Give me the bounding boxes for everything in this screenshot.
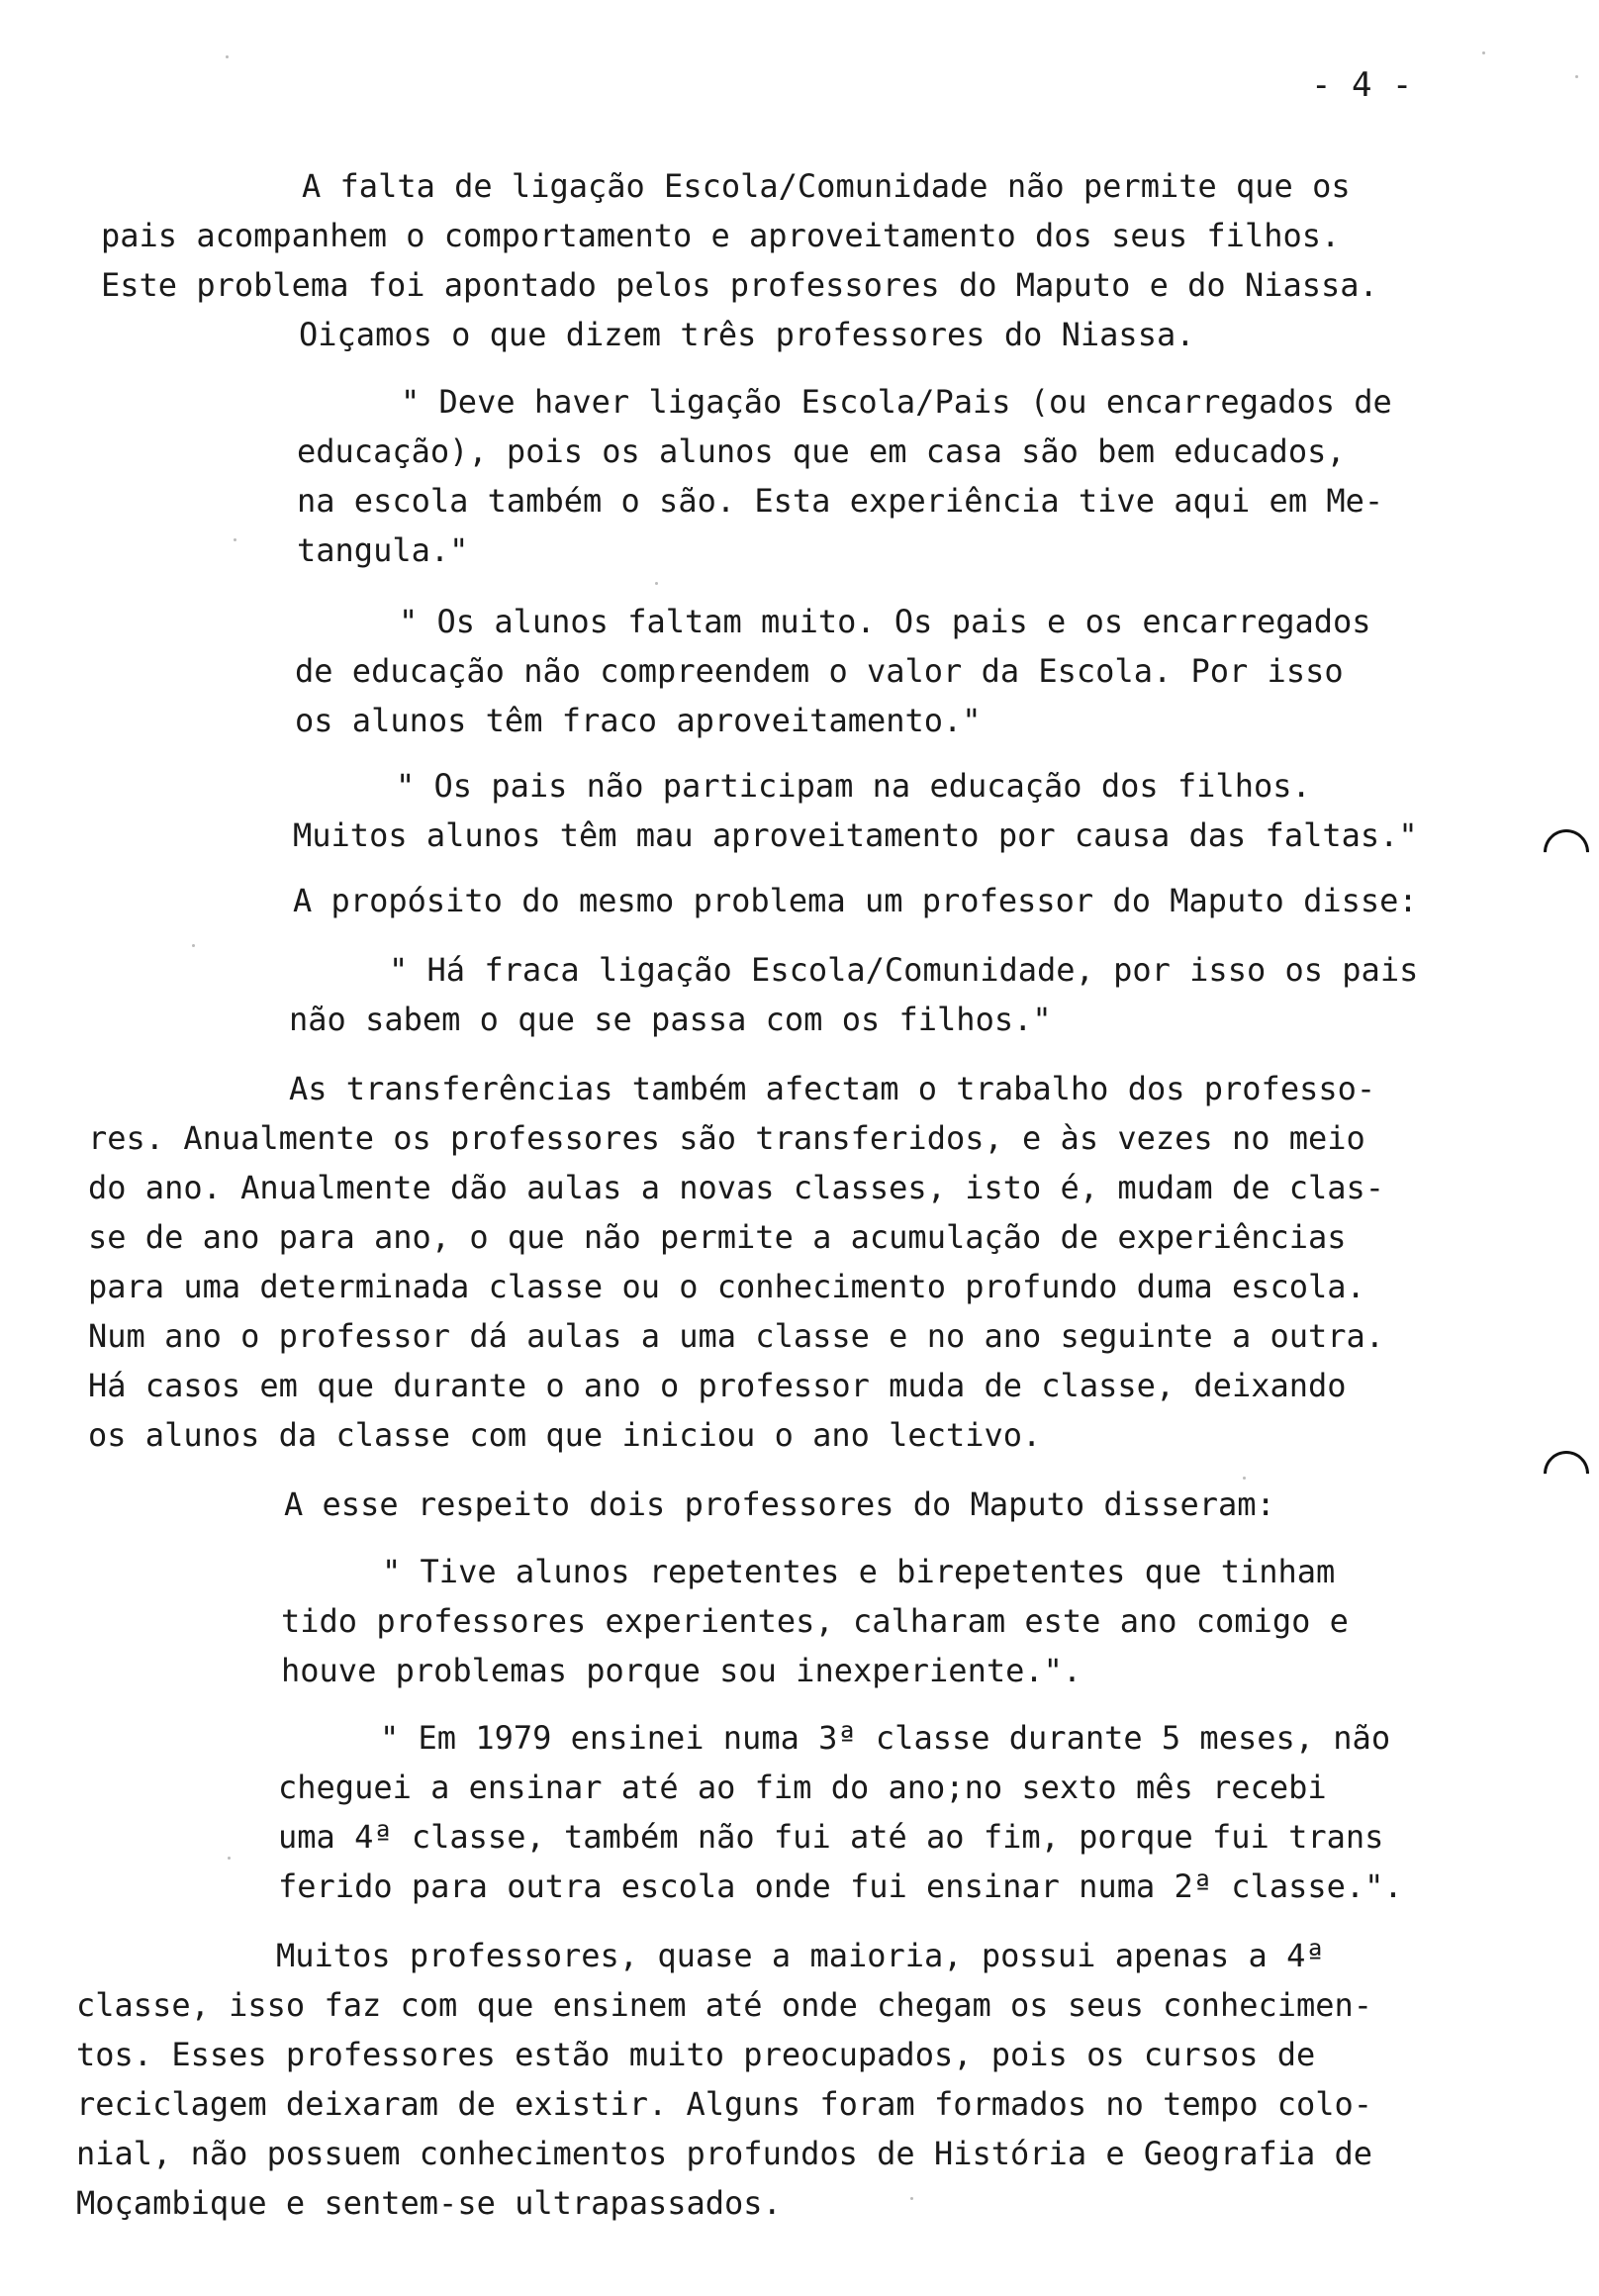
quote-line: tido professores experientes, calharam este ano comigo e [281,1602,1349,1640]
quote-line: não sabem o que se passa com os filhos." [289,1001,1052,1038]
text-line: A falta de ligação Escola/Comunidade não permite que os [302,167,1351,205]
text-line: pais acompanhem o comportamento e aproveitamento dos seus filhos. [101,217,1341,254]
quote-line: " Os alunos faltam muito. Os pais e os encarregados [399,603,1371,640]
punch-hole-mark [1534,1441,1598,1505]
quote-line: na escola também o são. Esta experiência tive aqui em Me- [297,482,1384,520]
scan-speck [234,538,236,541]
quote-line: " Em 1979 ensinei numa 3ª classe durante 5 meses, não [380,1719,1391,1757]
text-line: Muitos professores, quase a maioria, possui apenas a 4ª [276,1937,1325,1974]
text-line: Este problema foi apontado pelos professores do Maputo e do Niassa. [101,266,1378,304]
scan-speck [192,944,195,947]
quote-line: houve problemas porque sou inexperiente.". [281,1652,1082,1689]
scan-speck [226,55,229,58]
text-line: tos. Esses professores estão muito preocupados, pois os cursos de [76,2036,1316,2073]
text-line: os alunos da classe com que iniciou o ano lectivo. [88,1416,1042,1454]
text-line: A propósito do mesmo problema um professor do Maputo disse: [293,882,1418,919]
text-line: se de ano para ano, o que não permite a acumulação de experiências [88,1218,1347,1256]
text-line: do ano. Anualmente dão aulas a novas classes, isto é, mudam de clas- [88,1169,1385,1206]
scan-speck [1243,1477,1246,1480]
quote-line: " Há fraca ligação Escola/Comunidade, por isso os pais [389,951,1419,989]
quote-line: Muitos alunos têm mau aproveitamento por causa das faltas." [293,816,1418,854]
text-line: res. Anualmente os professores são transferidos, e às vezes no meio [88,1119,1365,1157]
quote-line: " Tive alunos repetentes e birepetentes que tinham [382,1553,1336,1590]
quote-line: cheguei a ensinar até ao fim do ano;no sexto mês recebi [278,1769,1327,1806]
text-line: Oiçamos o que dizem três professores do Niassa. [299,316,1195,353]
scan-speck [1575,75,1578,78]
text-line: reciclagem deixaram de existir. Alguns foram formados no tempo colo- [76,2085,1373,2123]
quote-line: ferido para outra escola onde fui ensinar numa 2ª classe.". [278,1867,1403,1905]
quote-line: uma 4ª classe, também não fui até ao fim, porque fui trans [278,1818,1384,1856]
text-line: para uma determinada classe ou o conhecimento profundo duma escola. [88,1268,1365,1305]
text-line: nial, não possuem conhecimentos profundos de História e Geografia de [76,2135,1373,2172]
text-line: As transferências também afectam o trabalho dos professo- [289,1070,1376,1107]
page-number: - 4 - [1311,65,1413,105]
quote-line: tangula." [297,531,469,569]
scan-speck [228,1857,231,1860]
text-line: Há casos em que durante o ano o professor muda de classe, deixando [88,1367,1347,1404]
text-line: Moçambique e sentem-se ultrapassados. [76,2184,782,2222]
quote-line: os alunos têm fraco aproveitamento." [295,702,982,739]
text-line: Num ano o professor dá aulas a uma classe e no ano seguinte a outra. [88,1317,1385,1355]
quote-line: " Os pais não participam na educação dos filhos. [396,767,1311,805]
text-line: A esse respeito dois professores do Maputo disseram: [284,1485,1275,1523]
scan-speck [910,2197,913,2200]
punch-hole-mark [1534,819,1598,884]
text-line: classe, isso faz com que ensinem até onde chegam os seus conhecimen- [76,1986,1373,2024]
quote-line: " Deve haver ligação Escola/Pais (ou encarregados de [401,383,1392,421]
quote-line: educação), pois os alunos que em casa são bem educados, [297,432,1346,470]
quote-line: de educação não compreendem o valor da Escola. Por isso [295,652,1344,690]
scan-speck [1482,51,1485,54]
scan-speck [655,582,658,585]
